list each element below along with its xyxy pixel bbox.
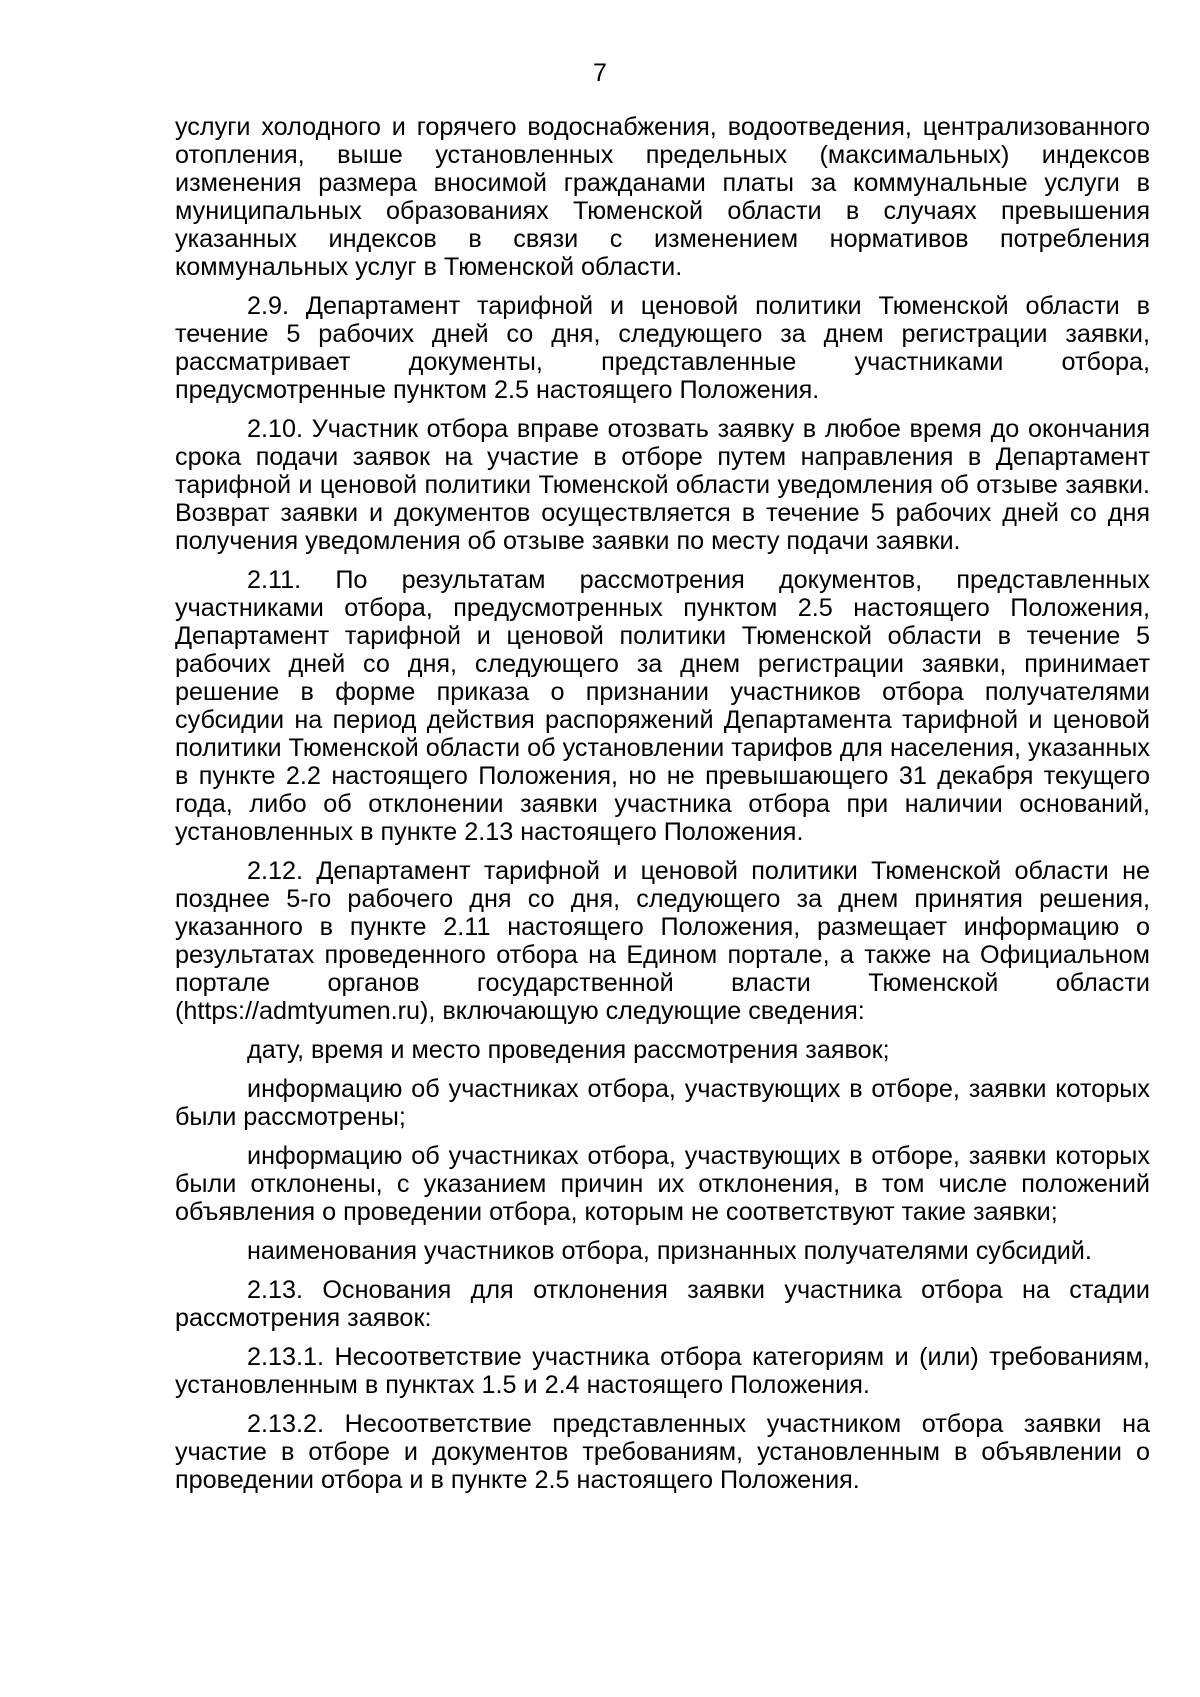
paragraph-2-13: 2.13. Основания для отклонения заявки участника отбора на стадии рассмотрения заявок: [175,1276,1150,1332]
paragraph-2-13-1: 2.13.1. Несоответствие участника отбора категориям и (или) требованиям, установленным в пунктах 1.5 и 2.4 настоящего Положения. [175,1343,1150,1399]
list-item-date-time-place: дату, время и место проведения рассмотрения заявок; [247,1036,890,1064]
paragraph-continuation: услуги холодного и горячего водоснабжения, водоотведения, централизованного отопления, выше установленных предельных (максимальных) индексов изменения размера вносимой гражданами платы за коммунальные услуги в муниципальных образованиях Тюменской области в случаях превышения указанных индексов в связи с изменением нормативов потребления коммунальных услуг в Тюменской области. [175,113,1150,281]
paragraph-2-13-2: 2.13.2. Несоответствие представленных участником отбора заявки на участие в отборе и документов требованиям, установленным в объявлении о проведении отбора и в пункте 2.5 настоящего Положения. [175,1410,1150,1494]
paragraph-2-9: 2.9. Департамент тарифной и ценовой политики Тюменской области в течение 5 рабочих дней со дня, следующего за днем регистрации заявки, рассматривает документы, представленные участниками отбора, предусмотренные пунктом 2.5 настоящего Положения. [175,292,1150,404]
page-number: 7 [593,59,607,87]
list-item-reviewed-participants: информацию об участниках отбора, участвующих в отборе, заявки которых были рассмотрены; [175,1075,1150,1131]
paragraph-2-12: 2.12. Департамент тарифной и ценовой политики Тюменской области не позднее 5-го рабочего дня со дня, следующего за днем принятия решения, указанного в пункте 2.11 настоящего Положения, размещает информацию о результатах проведенного отбора на Едином портале, а также на Официальном портале органов государственной власти Тюменской области (https://admtyumen.ru), включающую следующие сведения: [175,857,1150,1025]
paragraph-2-11: 2.11. По результатам рассмотрения документов, представленных участниками отбора, предусмотренных пунктом 2.5 настоящего Положения, Департамент тарифной и ценовой политики Тюменской области в течение 5 рабочих дней со дня, следующего за днем регистрации заявки, принимает решение в форме приказа о признании участников отбора получателями субсидии на период действия распоряжений Департамента тарифной и ценовой политики Тюменской области об установлении тарифов для населения, указанных в пункте 2.2 настоящего Положения, но не превышающего 31 декабря текущего года, либо об отклонении заявки участника отбора при наличии оснований, установленных в пункте 2.13 настоящего Положения. [175,566,1150,846]
list-item-rejected-participants: информацию об участниках отбора, участвующих в отборе, заявки которых были отклонены, с указанием причин их отклонения, в том числе положений объявления о проведении отбора, которым не соответствуют такие заявки; [175,1142,1150,1226]
list-item-subsidy-recipients: наименования участников отбора, признанных получателями субсидий. [247,1237,1092,1265]
paragraph-2-10: 2.10. Участник отбора вправе отозвать заявку в любое время до окончания срока подачи заявок на участие в отборе путем направления в Департамент тарифной и ценовой политики Тюменской области уведомления об отзыве заявки. Возврат заявки и документов осуществляется в течение 5 рабочих дней со дня получения уведомления об отзыве заявки по месту подачи заявки. [175,415,1150,555]
document-body [175,113,1150,1505]
